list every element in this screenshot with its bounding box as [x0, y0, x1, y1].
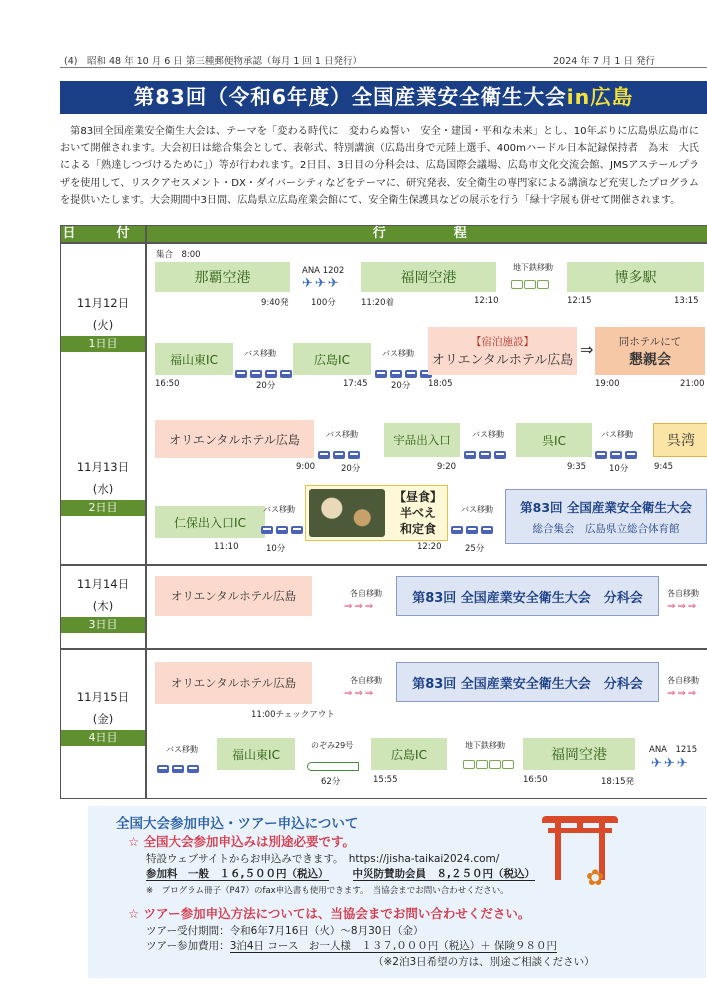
issue-info: (4) 昭和 48 年 10 月 6 日 第三種郵便物承認（毎月 1 回 1 日発行） [64, 56, 362, 67]
col-header-itinerary: 行 程 [147, 226, 707, 242]
row-divider [61, 242, 707, 244]
day1-date: 11月12日 [76, 296, 130, 310]
time-1650: 16:50 [155, 379, 180, 389]
footer-heading-2: ☆ ツアー参加申込方法については、当協会までお問い合わせください。 [128, 906, 531, 921]
subway-move: 地下鉄移動 [513, 263, 553, 272]
flight-ana1202: ANA 1202 [302, 266, 345, 276]
day2-label: 2日目 [61, 500, 145, 516]
tour-cost-line [146, 938, 557, 953]
flight-ana1215: ANA 1215 [649, 745, 698, 755]
duration-10a: 10分 [609, 464, 629, 474]
fees-line [146, 866, 535, 881]
d3-hotel: オリエンタルホテル広島 [155, 576, 312, 616]
checkout-time: 11:00チェックアウト [251, 710, 335, 720]
column-divider [145, 226, 147, 798]
bus-icon [261, 519, 306, 538]
time-1110: 11:10 [214, 542, 239, 552]
lunch-restaurant: 半べえ [399, 506, 436, 520]
tour-period: ツアー受付期間：令和6年7月16日（火）〜8月30日（金） [146, 925, 424, 937]
day3-label: 3日目 [61, 617, 145, 633]
d4-fukuoka-airport: 福岡空港 [523, 738, 635, 770]
title-main: 第83回（令和6年度）全国産業安全衛生大会 [133, 85, 567, 109]
time-1315: 13:15 [674, 296, 699, 306]
meet-time: 集合 8:00 [156, 250, 201, 260]
bus-move: バス移動 [263, 505, 295, 514]
time-935: 9:35 [567, 462, 587, 472]
day1-cell [61, 292, 145, 352]
bus-move: バス移動 [472, 430, 504, 439]
hakata-station: 博多駅 [567, 262, 704, 292]
fukuoka-airport: 福岡空港 [361, 262, 496, 292]
schedule-table [60, 225, 707, 799]
footer-title: 全国大会参加申込・ツアー申込について [116, 816, 359, 832]
time-1900: 19:00 [595, 379, 620, 389]
bus-move: バス移動 [601, 430, 633, 439]
title-suffix: in広島 [566, 85, 634, 109]
niho-exit-ic: 仁保出入口IC [155, 506, 265, 538]
individual-move: 各自移動 [667, 676, 699, 685]
day3-date: 11月14日 [76, 577, 130, 591]
time-1745: 17:45 [343, 379, 368, 389]
hiroshima-ic: 広島IC [293, 343, 371, 375]
time-945: 9:45 [654, 462, 674, 472]
page-title [60, 81, 707, 114]
bus-move: バス移動 [244, 349, 276, 358]
lunch-label: 【昼食】 [393, 490, 442, 504]
intro-paragraph: 第83回全国産業安全衛生大会は、テーマを「変わる時代に 変わらぬ誓い 安全・建国・平和な未来」とし、10年ぶりに広島県広島市において開催されます。大会初日は総合集会として、表彰式、特別講演（広島出身で元陸上選手、400mハードル日本記録保持者 為末 大氏による「熟達しつづけるために」）等が行われます。2日目、3日目の分科会は、広島国際会議場、広島市文化交流会館、JMSアステールプラザを使用して、リスクアセスメント・DX・ダイバーシティなどをテーマに、研究発表、安全衛生の専門家による講演など充実したプログラムを提供いたします。大会期間中3日間、広島県立広島産業会館にて、安全衛生保護具などの展示を行う「緑十字展も併せて開催されます。 [60, 126, 699, 206]
bus-icon [157, 758, 202, 777]
day2-cell [61, 456, 145, 516]
bus-icon [451, 519, 496, 538]
header-divider [60, 67, 707, 68]
hotel-stay [428, 327, 577, 375]
kure-ic: 呉IC [516, 423, 592, 457]
time-1805: 18:05 [428, 379, 453, 389]
row-divider [61, 564, 707, 566]
tour-cost-label: ツアー参加費用： [146, 940, 230, 952]
arrow-icon: ⇒ [580, 340, 594, 359]
website-line: 特設ウェブサイトからお申込みできます。 https://jisha-taikai2024.com/ [146, 853, 500, 865]
arrow-icon: ⇒⇒⇒ [344, 688, 376, 699]
d4-breakout-session: 第83回 全国産業安全衛生大会 分科会 [396, 662, 659, 702]
duration-20a: 20分 [256, 381, 276, 391]
d3-breakout-session: 第83回 全国産業安全衛生大会 分科会 [396, 576, 659, 616]
time-1220: 12:20 [417, 542, 442, 552]
d4-hiroshima-ic: 広島IC [371, 738, 447, 770]
d2-hotel: オリエンタルホテル広島 [155, 420, 314, 458]
train-icon [511, 274, 550, 293]
duration-62: 62分 [321, 777, 341, 787]
day4-date: 11月15日 [76, 690, 130, 704]
subway-move: 地下鉄移動 [465, 741, 505, 750]
shinkansen-name: のぞみ29号 [311, 741, 354, 750]
fee-general: 参加料 一般 １６,５００円（税込） [146, 868, 329, 880]
day3-cell [61, 573, 145, 633]
time-1650: 16:50 [523, 775, 548, 785]
arrow-icon: ⇒⇒⇒ [667, 601, 699, 612]
party-line1: 同ホテルにて [618, 335, 682, 348]
tour-note: （※2泊3日希望の方は、別途ご相談ください） [373, 956, 595, 968]
maple-leaf-icon: ✿ [586, 866, 605, 891]
col-header-date: 日 付 [62, 226, 144, 241]
day4-cell [61, 686, 145, 746]
day4-dow: (金) [92, 712, 114, 726]
fax-note: ※ プログラム冊子（P47）のfax申込書も使用できます。 当協会までお問い合わせください。 [146, 886, 509, 896]
time-1215: 12:15 [567, 296, 592, 306]
general-assembly [505, 489, 707, 544]
plane-icon: ✈✈✈ [651, 756, 690, 771]
ujina-exit: 宇品出入口 [384, 423, 460, 457]
day1-label: 1日目 [61, 336, 145, 352]
hotel-name: オリエンタルホテル広島 [431, 353, 574, 368]
conf-venue: 総合集会 広島県立総合体育館 [532, 522, 680, 535]
lunch-photo [309, 489, 385, 537]
conf-title: 第83回 全国産業安全衛生大会 [520, 499, 692, 515]
naha-airport: 那覇空港 [155, 262, 290, 292]
footer-heading-1: ☆ 全国大会参加申込みは別途必要です。 [128, 834, 356, 849]
time-1555: 15:55 [373, 775, 398, 785]
time-920: 9:20 [437, 462, 457, 472]
arrow-icon: ⇒⇒⇒ [667, 688, 699, 699]
torii-illustration [540, 808, 620, 888]
bus-icon [595, 444, 640, 463]
bus-move: バス移動 [326, 430, 358, 439]
day2-dow: (水) [92, 482, 114, 496]
individual-move: 各自移動 [350, 676, 382, 685]
lunch-menu: 和定食 [399, 522, 436, 536]
time-1210: 12:10 [474, 296, 499, 306]
time-1815: 18:15発 [601, 777, 634, 787]
kure-bay: 呉湾 [653, 423, 707, 457]
issue-date: 2024 年 7 月 1 日 発行 [553, 56, 655, 67]
plane-icon: ✈✈✈ [302, 276, 341, 291]
d4-fukuyama-east-ic: 福山東IC [217, 738, 295, 770]
arrow-icon: ⇒⇒⇒ [344, 601, 376, 612]
tour-cost: 3泊4日 コース お一人様 １３７,０００円（税込）＋ 保険９８０円 [229, 940, 558, 952]
duration-20b: 20分 [391, 381, 411, 391]
duration-100: 100分 [311, 298, 336, 308]
time-2100: 21:00 [680, 379, 705, 389]
time-1120: 11:20着 [361, 298, 394, 308]
fukuyama-east-ic: 福山東IC [155, 343, 233, 375]
bus-move: バス移動 [166, 745, 198, 754]
time-940: 9:40発 [261, 298, 289, 308]
bus-move: バス移動 [382, 349, 414, 358]
bus-icon [464, 444, 509, 463]
party-line2: 懇親会 [629, 351, 671, 368]
duration-25: 25分 [465, 544, 485, 554]
d4-hotel: オリエンタルホテル広島 [155, 662, 312, 704]
duration-20: 20分 [341, 464, 361, 474]
duration-10b: 10分 [266, 544, 286, 554]
day4-label: 4日目 [61, 730, 145, 746]
lunch-card [305, 485, 448, 541]
train-icon [463, 754, 515, 773]
row-divider [61, 648, 707, 650]
fee-member: 中災防賛助会員 ８,２５０円（税込） [352, 868, 535, 880]
day1-dow: (火) [92, 318, 114, 332]
individual-move: 各自移動 [350, 589, 382, 598]
shinkansen-icon [307, 756, 359, 775]
stay-label: 【宿泊施設】 [471, 336, 534, 348]
application-info-box [88, 806, 706, 978]
individual-move: 各自移動 [667, 589, 699, 598]
bus-move: バス移動 [461, 505, 493, 514]
bus-icon [318, 444, 363, 463]
time-900: 9:00 [296, 462, 316, 472]
welcome-party [595, 327, 705, 375]
day3-dow: (木) [92, 599, 114, 613]
day2-date: 11月13日 [76, 460, 130, 474]
